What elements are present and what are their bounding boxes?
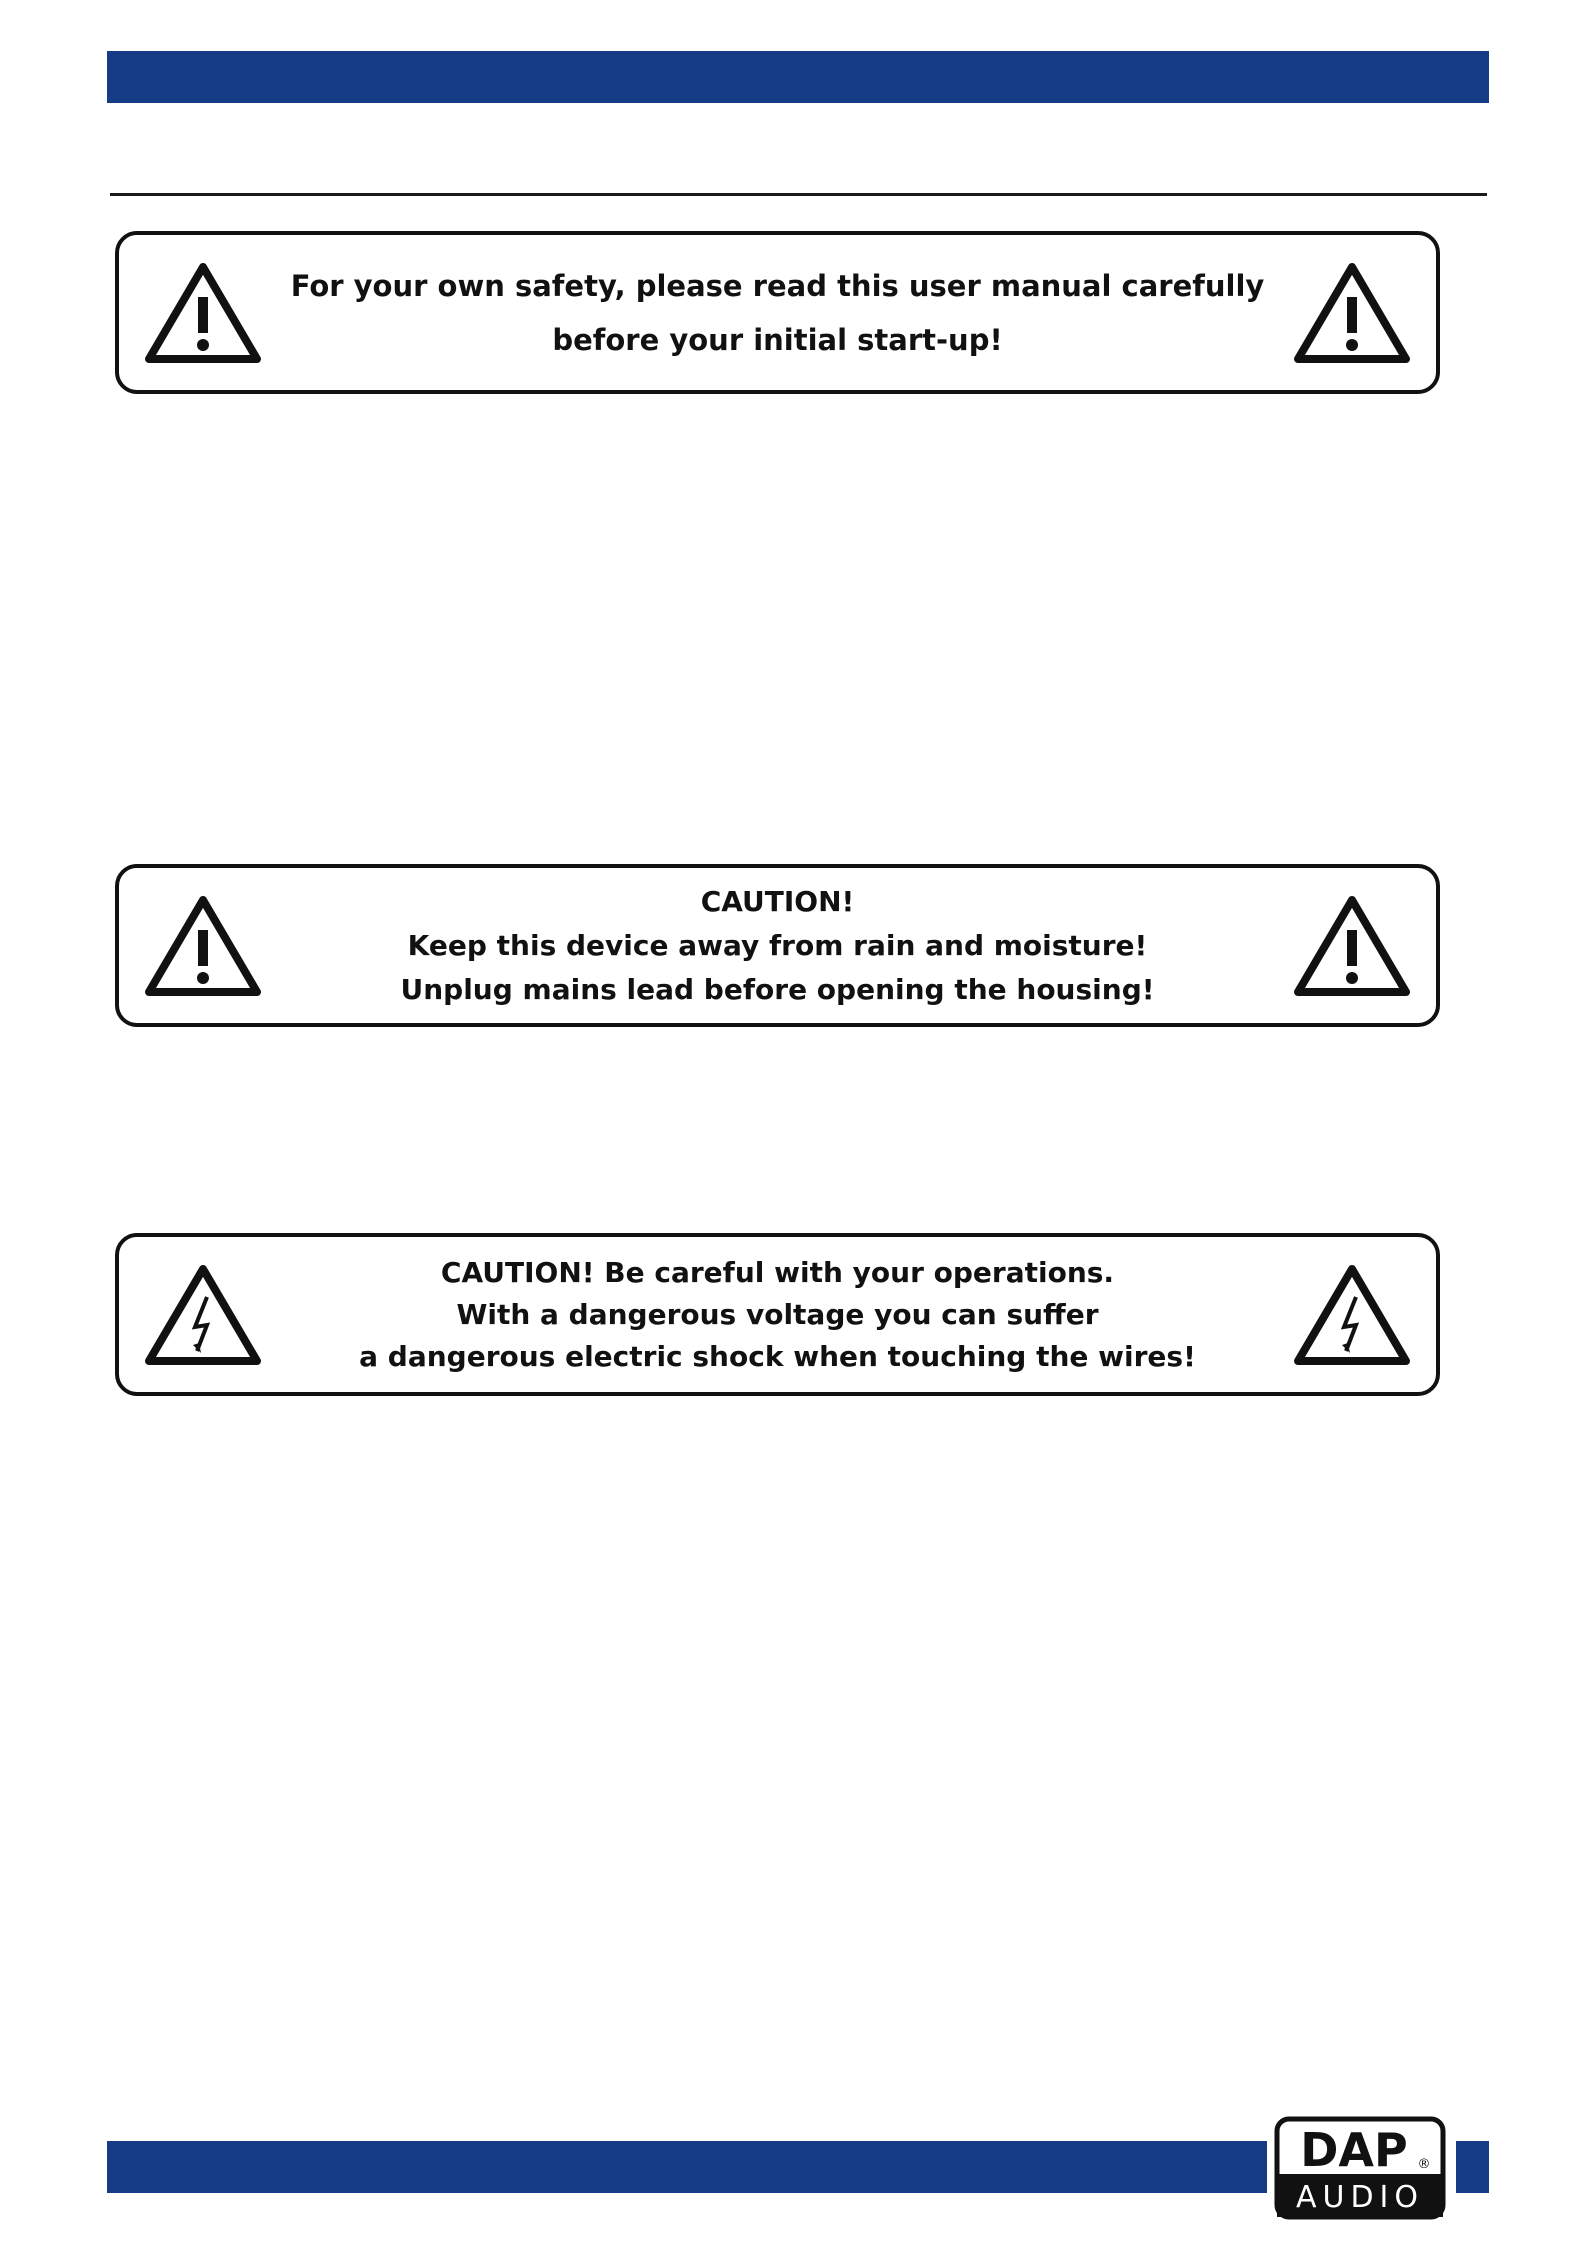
footer-band <box>107 2141 1267 2193</box>
exclamation-triangle-icon <box>1292 261 1412 365</box>
safety-notice-box <box>115 231 1440 394</box>
caution-heading: CAUTION! <box>700 884 855 918</box>
notice-line: For your own safety, please read this user manual carefully <box>290 268 1265 303</box>
header-rule <box>110 193 1487 196</box>
notice-line: before your initial start-up! <box>552 322 1003 357</box>
electric-shock-caution-box <box>115 1233 1440 1396</box>
safety-notice-text <box>289 235 1266 390</box>
electric-shock-triangle-icon <box>1292 1263 1412 1367</box>
notice-line: Unplug mains lead before opening the housing! <box>400 972 1155 1006</box>
notice-line: Keep this device away from rain and moisture! <box>407 928 1148 962</box>
logo-text-bottom: AUDIO <box>1295 2180 1425 2215</box>
logo-registered-mark: ® <box>1417 2157 1431 2172</box>
electric-shock-caution-text <box>289 1237 1266 1392</box>
notice-line: a dangerous electric shock when touching the wires! <box>359 1339 1196 1373</box>
exclamation-triangle-icon <box>143 261 263 365</box>
dap-audio-logo <box>1274 2116 1446 2220</box>
moisture-caution-text <box>289 868 1266 1023</box>
logo-text-top: DAP <box>1300 2123 1408 2177</box>
moisture-caution-box <box>115 864 1440 1027</box>
footer-band-end <box>1456 2141 1489 2193</box>
header-band <box>107 51 1489 103</box>
exclamation-triangle-icon <box>1292 894 1412 998</box>
notice-line: With a dangerous voltage you can suffer <box>456 1297 1099 1331</box>
exclamation-triangle-icon <box>143 894 263 998</box>
electric-shock-triangle-icon <box>143 1263 263 1367</box>
notice-line: CAUTION! Be careful with your operations. <box>440 1255 1115 1289</box>
